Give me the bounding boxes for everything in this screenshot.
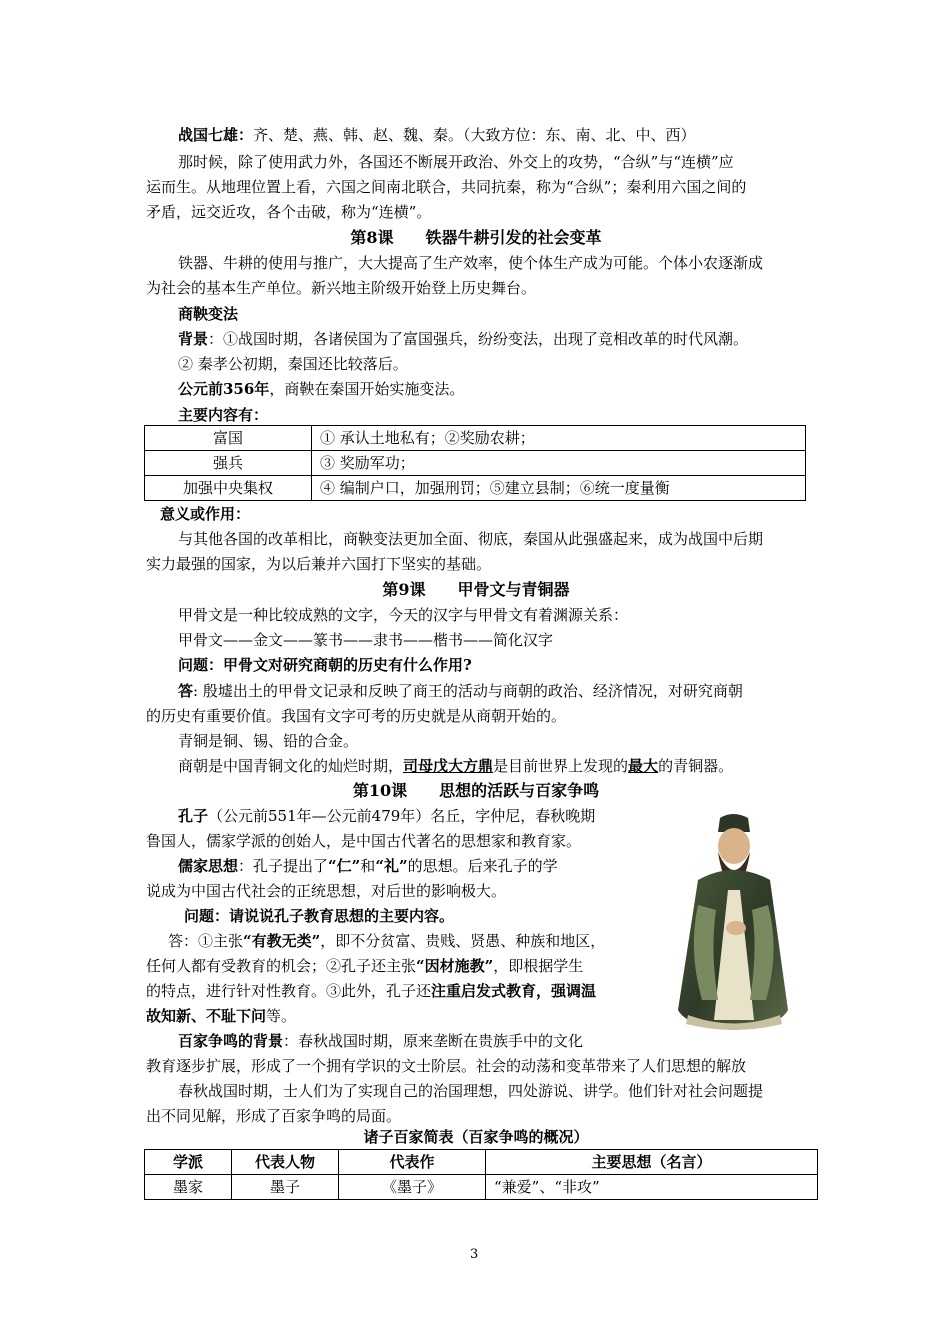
schools-table-title: 诸子百家简表（百家争鸣的概况）	[363, 1128, 589, 1146]
text-span: 的青铜器。	[658, 757, 734, 775]
text-span: （公元前551年—公元前479年）名丘，字仲尼，春秋晚期	[208, 807, 596, 825]
paragraph-line: 矛盾，远交近攻，各个击破，称为“连横”。	[146, 203, 432, 221]
text-span: 是目前世界上发现的	[493, 757, 629, 775]
background-line-2: ② 秦孝公初期，秦国还比较落后。	[178, 355, 408, 373]
text-span: 故知新、不耻下问	[146, 1007, 267, 1025]
confucianism-line	[178, 855, 558, 877]
paragraph-line: 与其他各国的改革相比，商鞅变法更加全面、彻底，秦国从此强盛起来，成为战国中后期	[178, 530, 764, 548]
paragraph-line: 实力最强的国家，为以后兼并六国打下坚实的基础。	[146, 555, 492, 573]
text-span: ，即根据学生	[493, 957, 584, 975]
table-header-cell: 学派	[145, 1150, 232, 1175]
text-span: 等。	[266, 1007, 297, 1025]
table-header-row	[145, 1150, 818, 1175]
paragraph-line: 甲骨文是一种比较成熟的文字，今天的汉字与甲骨文有着渊源关系：	[178, 606, 629, 624]
answer-line	[146, 980, 596, 1002]
table-cell: 加强中央集权	[145, 476, 312, 501]
answer-line	[146, 1005, 296, 1027]
text-span: “有教无类”	[243, 932, 321, 950]
table-row	[145, 426, 806, 451]
confucianism-label: 儒家思想	[178, 857, 239, 875]
answer-text: : 殷墟出土的甲骨文记录和反映了商王的活动与商朝的政治、经济情况，对研究商朝	[193, 682, 743, 700]
background-label: 背景	[178, 330, 209, 348]
table-header-cell: 主要思想（名言）	[486, 1150, 818, 1175]
table-cell: 强兵	[145, 451, 312, 476]
background-line	[178, 328, 748, 350]
text-span: 商朝是中国青铜文化的灿烂时期，	[178, 757, 404, 775]
paragraph-line: 青铜是铜、锡、铅的合金。	[178, 732, 359, 750]
paragraph-line: 那时候，除了使用武力外，各国还不断展开政治、外交上的攻势，“合纵”与“连横”应	[178, 153, 734, 171]
question-line: 问题：请说说孔子教育思想的主要内容。	[184, 907, 455, 925]
text-span: ：春秋战国时期，原来垄断在贵族手中的文化	[283, 1032, 584, 1050]
confucius-label: 孔子	[178, 807, 209, 825]
cauldron-name: 司母戊大方鼎	[403, 757, 494, 775]
paragraph-line: 出不同见解，形成了百家争鸣的局面。	[146, 1107, 402, 1125]
script-evolution-line: 甲骨文——金文——篆书——隶书——楷书——简化汉字	[178, 631, 554, 649]
paragraph-line: 教育逐步扩展，形成了一个拥有学识的文士阶层。社会的动荡和变革带来了人们思想的解放	[146, 1057, 747, 1075]
answer-label: 答	[178, 682, 194, 700]
table-cell: 墨子	[232, 1175, 339, 1200]
table-cell: ③ 奖励军功；	[312, 451, 806, 476]
paragraph-line: 为社会的基本生产单位。新兴地主阶级开始登上历史舞台。	[146, 279, 537, 297]
text-span: “仁”	[328, 857, 361, 875]
background-line	[178, 1030, 583, 1052]
bronze-line	[178, 755, 733, 777]
paragraph-line: 春秋战国时期，士人们为了实现自己的治国理想，四处游说、讲学。他们针对社会问题提	[178, 1082, 764, 1100]
year-label: 公元前356年	[178, 380, 270, 398]
lesson-9-title: 第9课 甲骨文与青铜器	[382, 580, 570, 599]
page-number: 3	[470, 1247, 479, 1262]
table-row	[145, 476, 806, 501]
seven-states-line	[178, 124, 696, 146]
answer-line	[146, 955, 583, 977]
text-span: 答：①主张	[168, 932, 244, 950]
table-header-cell: 代表作	[339, 1150, 486, 1175]
table-cell: 《墨子》	[339, 1175, 486, 1200]
content-label: 主要内容有：	[178, 406, 269, 424]
table-cell: 墨家	[145, 1175, 232, 1200]
hundred-schools-background-label: 百家争鸣的背景	[178, 1032, 284, 1050]
paragraph-line: 铁器、牛耕的使用与推广，大大提高了生产效率，使个体生产成为可能。个体小农逐渐成	[178, 254, 764, 272]
text-span: ：孔子提出了	[238, 857, 329, 875]
confucius-portrait	[658, 810, 808, 1032]
answer-line	[178, 680, 743, 702]
table-cell: ① 承认土地私有；②奖励农耕；	[312, 426, 806, 451]
lesson-10-title: 第10课 思想的活跃与百家争鸣	[352, 781, 600, 800]
confucius-line	[178, 805, 595, 827]
largest-text: 最大	[628, 757, 659, 775]
table-header-cell: 代表人物	[232, 1150, 339, 1175]
paragraph-line: 的历史有重要价值。我国有文字可考的历史就是从商朝开始的。	[146, 707, 567, 725]
background-text: ：①战国时期，各诸侯国为了富国强兵，纷纷变法，出现了竞相改革的时代风潮。	[208, 330, 749, 348]
year-line	[178, 378, 464, 400]
text-span: 和	[360, 857, 376, 875]
table-cell: ④ 编制户口，加强刑罚；⑤建立县制；⑥统一度量衡	[312, 476, 806, 501]
table-cell: “兼爱”、“非攻”	[486, 1175, 818, 1200]
lesson-8-title: 第8课 铁器牛耕引发的社会变革	[350, 228, 602, 247]
text-span: ，即不分贫富、贵贱、贤愚、种族和地区，	[320, 932, 606, 950]
reform-content-table	[144, 425, 806, 501]
text-span: “因材施教”	[416, 957, 494, 975]
table-row	[145, 451, 806, 476]
text-span: 的特点，进行针对性教育。③此外，孔子还	[146, 982, 432, 1000]
meaning-label: 意义或作用：	[160, 505, 251, 523]
schools-table	[144, 1149, 818, 1200]
text-span: 注重启发式教育，强调温	[431, 982, 597, 1000]
text-span: 的思想。后来孔子的学	[407, 857, 558, 875]
seven-states-text: 齐、楚、燕、韩、赵、魏、秦。（大致方位：东、南、北、中、西）	[253, 126, 696, 144]
year-text: ，商鞅在秦国开始实施变法。	[269, 380, 465, 398]
paragraph-line: 鲁国人，儒家学派的创始人，是中国古代著名的思想家和教育家。	[146, 832, 582, 850]
paragraph-line: 运而生。从地理位置上看，六国之间南北联合，共同抗秦，称为“合纵”；秦利用六国之间的	[146, 178, 747, 196]
text-span: 任何人都有受教育的机会；②孔子还主张	[146, 957, 417, 975]
table-row	[145, 1175, 818, 1200]
paragraph-line: 说成为中国古代社会的正统思想，对后世的影响极大。	[146, 882, 507, 900]
answer-line	[168, 930, 605, 952]
table-cell: 富国	[145, 426, 312, 451]
text-span: “礼”	[375, 857, 408, 875]
reform-title: 商鞅变法	[178, 305, 239, 323]
seven-states-label: 战国七雄：	[178, 126, 254, 144]
question-line: 问题：甲骨文对研究商朝的历史有什么作用?	[178, 656, 472, 674]
